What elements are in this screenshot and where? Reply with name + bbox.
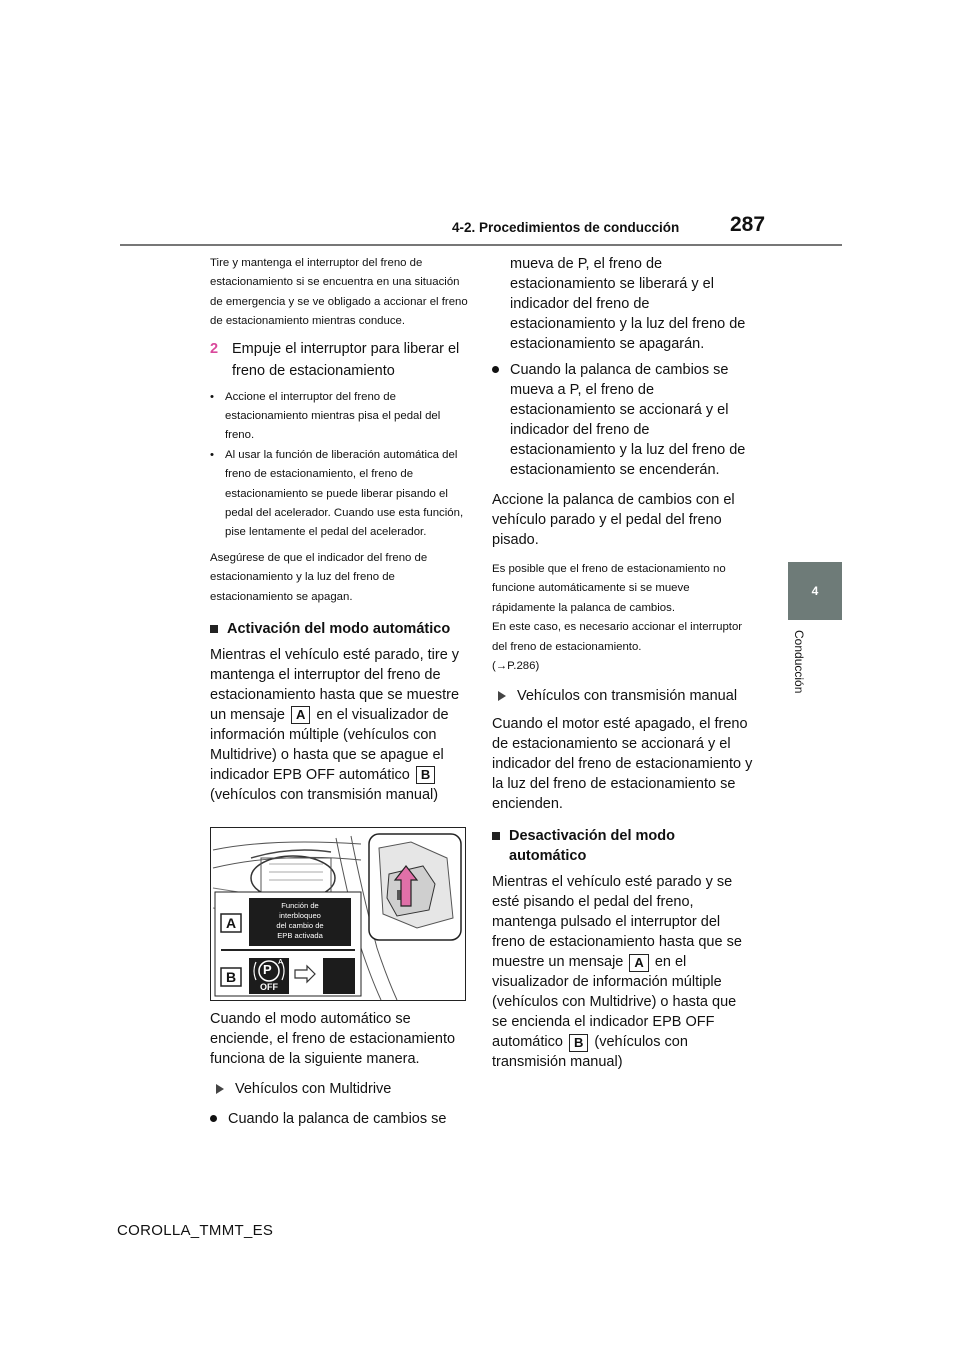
bullet-item: • Accione el interruptor del freno de estacionamiento mientras pisa el pedal del freno. xyxy=(210,390,441,442)
manual-paragraph: Cuando el motor esté apagado, el freno de estacionamiento se accionará y el indicador del freno de estacionamiento y la luz del freno de estacionamiento se encienden. xyxy=(492,716,753,813)
header-rule xyxy=(120,244,842,246)
sub-manual: Vehículos con transmisión manual xyxy=(492,686,754,706)
right-column xyxy=(492,254,754,1072)
step-bullets xyxy=(210,388,470,543)
shift-lever-paragraph: Accione la palanca de cambios con el vehículo parado y el pedal del freno pisado. xyxy=(492,492,735,548)
shift-lever-note-1: Es posible que el freno de estacionamiento no funcione automáticamente si se mueve rápidamente la palanca de cambios. xyxy=(492,563,726,614)
chapter-title: Conducción xyxy=(792,630,806,694)
parking-brake-illustration xyxy=(210,827,466,1001)
dot-item-shift-to-p: Cuando la palanca de cambios se mueva a P, el freno de estacionamiento se accionará y el indicador del freno de estacionamiento y la luz del freno de estacionamiento se encenderán. xyxy=(492,360,754,480)
auto-on-result: Cuando el modo automático se enciende, el freno de estacionamiento funciona de la siguiente manera. xyxy=(210,1011,456,1068)
callout-a: A xyxy=(291,706,310,724)
page-number: 287 xyxy=(730,213,766,236)
indicator-off-label: OFF xyxy=(260,982,278,993)
dot-bullet-icon xyxy=(492,366,499,373)
intro-note: Tire y mantenga el interruptor del freno de estacionamiento si se encuentra en una situación de emergencia y se ve obligado a accionar el freno de estacionamiento mientras conduce. xyxy=(210,257,468,328)
page-reference: (→P.286) xyxy=(492,660,540,673)
heading-auto-on: Activación del modo automático xyxy=(210,619,470,639)
dot-bullet-icon xyxy=(210,1115,217,1122)
document-code: COROLLA_TMMT_ES xyxy=(117,1222,274,1239)
shift-lever-note-2: En este caso, es necesario accionar el interruptor del freno de estacionamiento. xyxy=(492,621,743,653)
shift-lock-message: Función de interbloqueo del cambio de EPB activada xyxy=(276,901,324,941)
triangle-bullet-icon xyxy=(216,1084,224,1094)
chapter-tab: 4 xyxy=(788,562,842,620)
callout-a: A xyxy=(629,954,648,972)
bullet-item: • Al usar la función de liberación automática del freno de estacionamiento, el freno de estacionamiento se puede liberar pisando el pedal del acelerador. Cuando use esta función, pise lentamente el pedal del acelerador. xyxy=(210,448,464,539)
dot-item-shift-out: Cuando la palanca de cambios se xyxy=(210,1109,470,1129)
square-bullet-icon xyxy=(492,832,500,840)
heading-auto-off: Desactivación del modo automático xyxy=(492,826,754,866)
section-title: 4-2. Procedimientos de conducción xyxy=(452,220,680,235)
indicator-p-letter: P xyxy=(263,962,272,978)
callout-b: B xyxy=(569,1034,588,1052)
step-2 xyxy=(210,338,470,382)
triangle-bullet-icon xyxy=(498,691,506,701)
callout-b-label: B xyxy=(225,969,237,986)
sub-multidrive: Vehículos con Multidrive xyxy=(210,1079,470,1099)
step-text: Empuje el interruptor para liberar el freno de estacionamiento xyxy=(232,340,460,379)
indicator-note: Asegúrese de que el indicador del freno de estacionamiento y la luz del freno de estacionamiento se apagan. xyxy=(210,551,428,603)
square-bullet-icon xyxy=(210,625,218,633)
dot-item-continued: mueva de P, el freno de estacionamiento se liberará y el indicador del freno de estacionamiento y la luz del freno de estacionamiento se apagarán. xyxy=(510,256,746,352)
callout-a-label: A xyxy=(225,915,237,932)
indicator-a-letter: A xyxy=(278,959,284,967)
auto-off-paragraph: Mientras el vehículo esté parado y se esté pisando el pedal del freno, mantenga pulsado el interruptor del freno de estacionamiento hasta que se muestre un mensaje A en el visualizador de información múltiple (vehículos con Multidrive) o hasta que se encienda el indicador EPB OFF automático B (vehículos con transmisión manual) xyxy=(492,874,742,1071)
step-number: 2 xyxy=(210,340,219,357)
auto-on-paragraph: Mientras el vehículo esté parado, tire y mantenga el interruptor del freno de estacionamiento hasta que se muestre un mensaje A en el visualizador de información múltiple (vehículos con Multidrive) o hasta que se apague el indicador EPB OFF automático B (vehículos con transmisión manual) xyxy=(210,647,460,804)
left-column xyxy=(210,254,470,1129)
callout-b: B xyxy=(416,766,435,784)
